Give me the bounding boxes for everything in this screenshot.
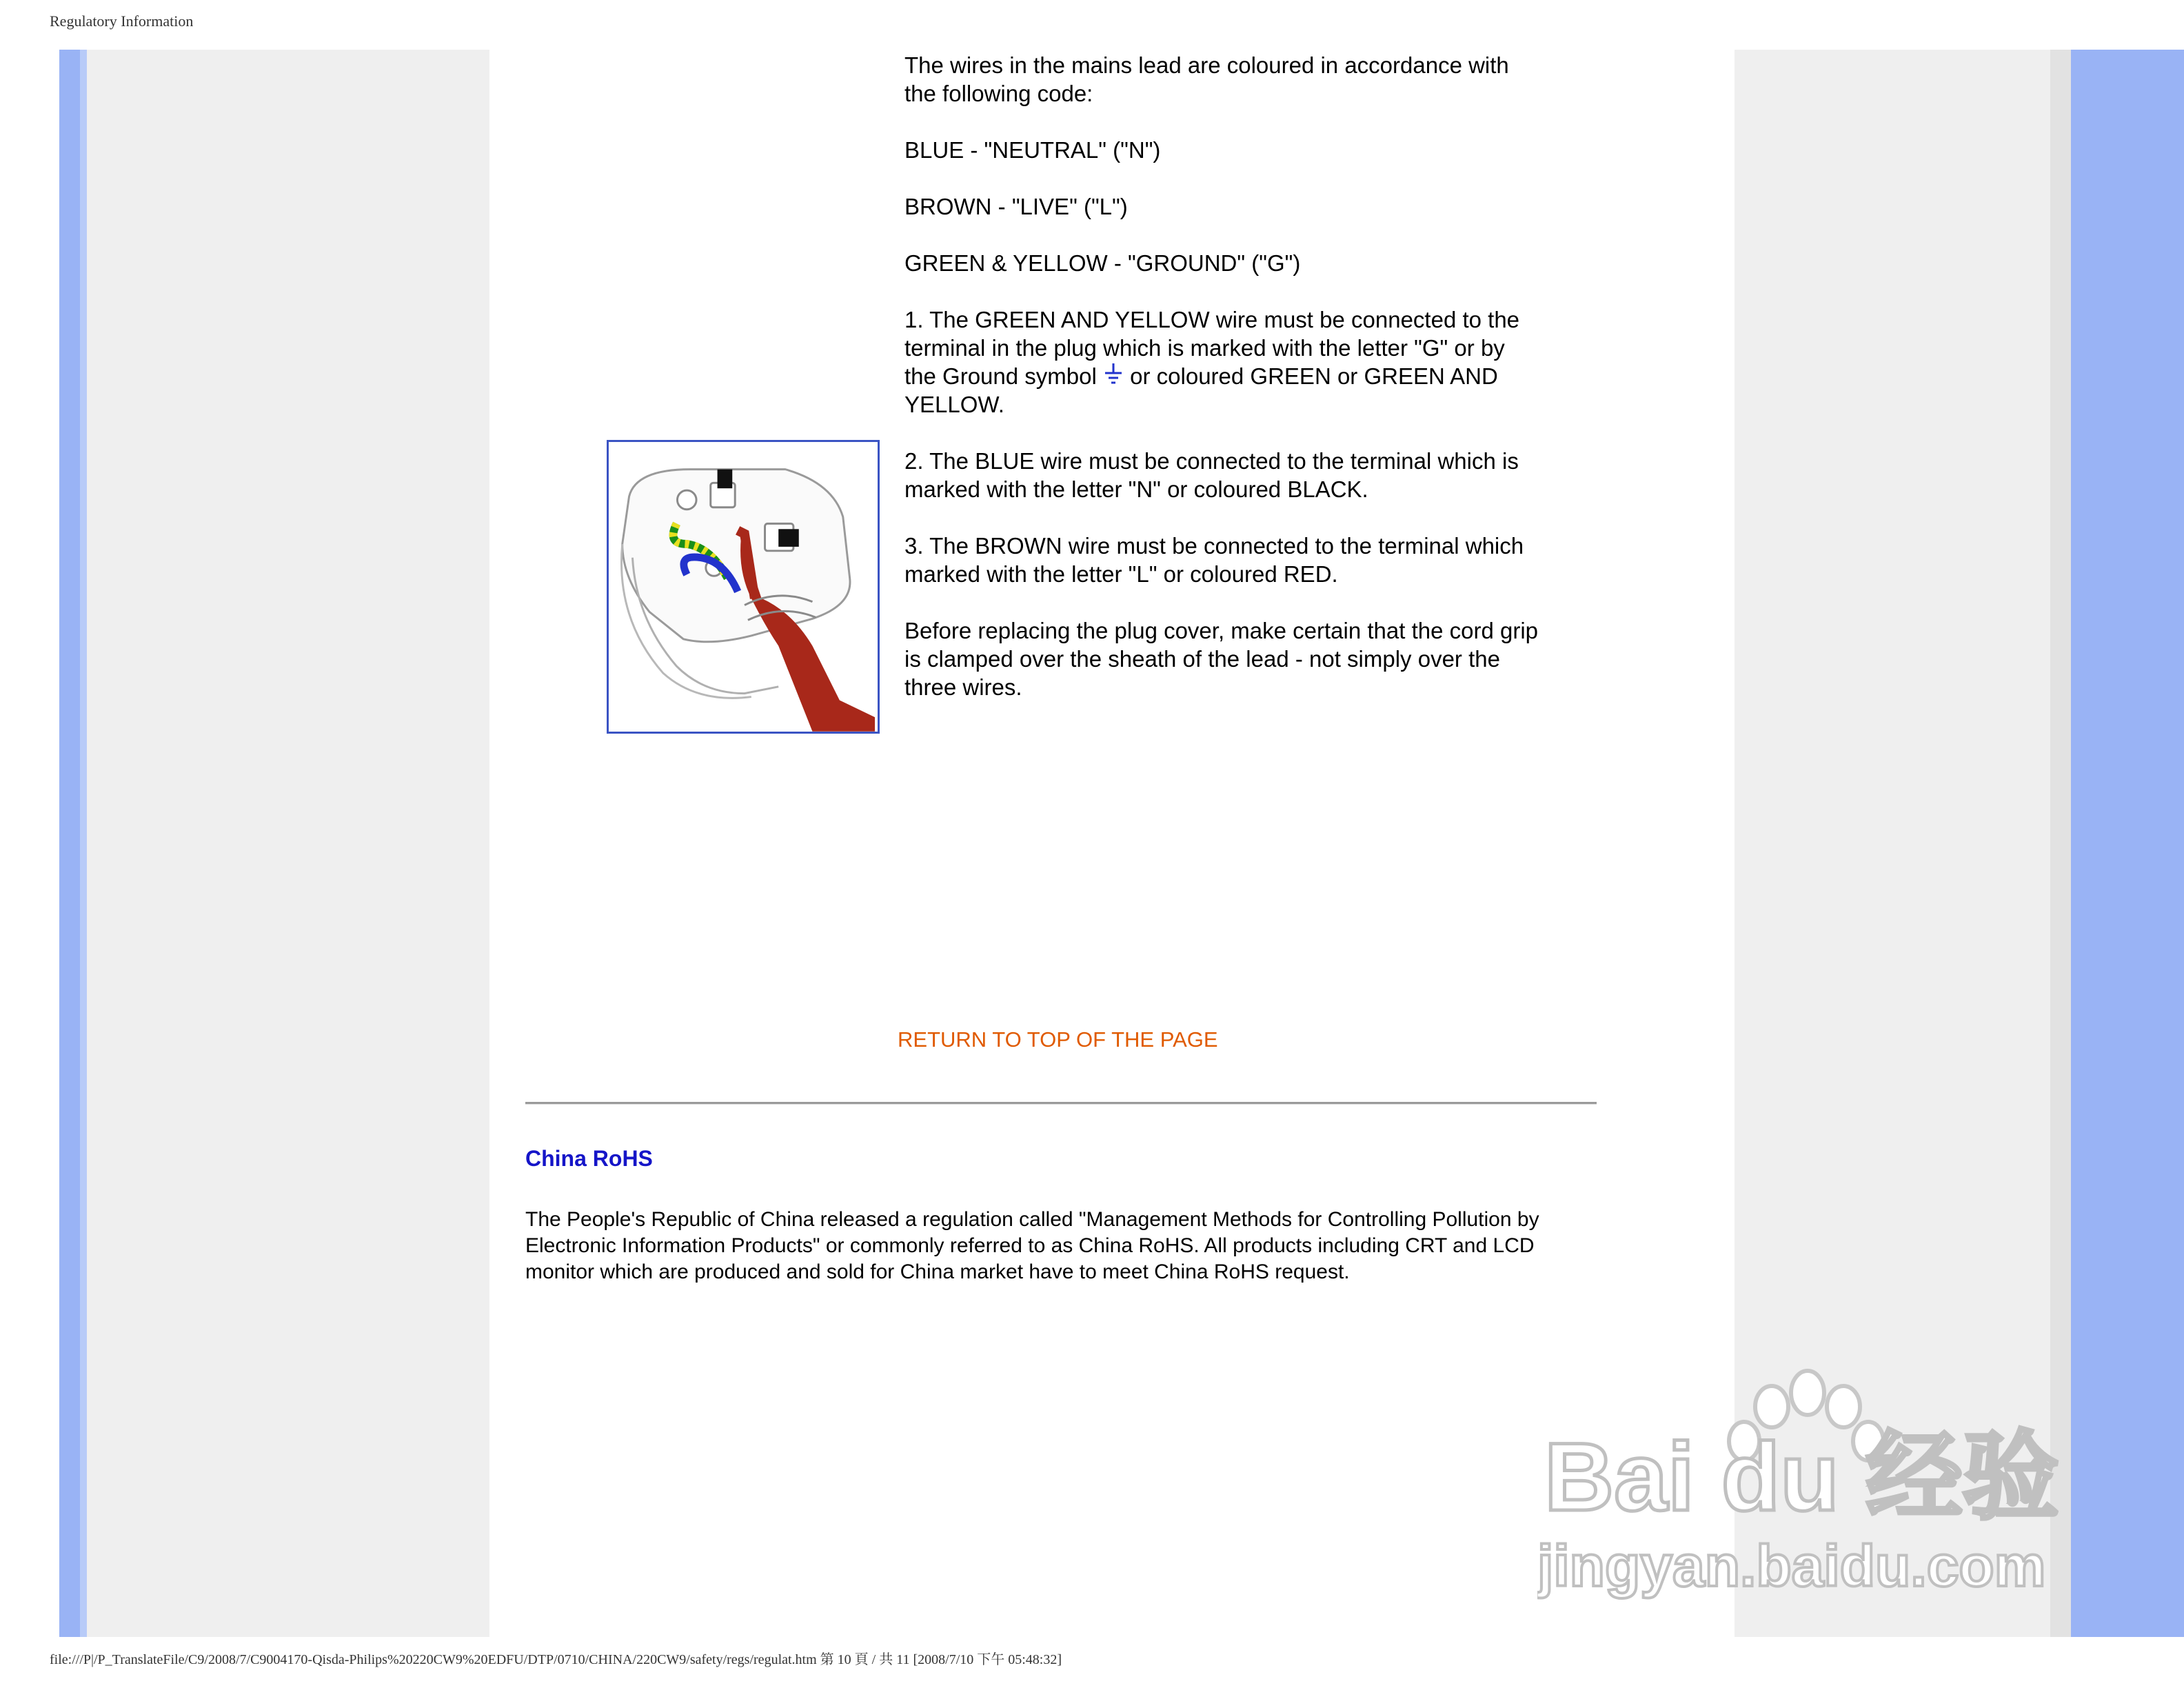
left-sidebar-panel bbox=[87, 50, 489, 1637]
instruction-step-1 bbox=[904, 305, 1539, 419]
plug-wiring-illustration bbox=[607, 440, 880, 734]
right-blue-border bbox=[2071, 50, 2184, 1637]
watermark-url: jingyan.baidu.com bbox=[1537, 1534, 2046, 1598]
baidu-jingyan-watermark bbox=[1537, 1365, 2061, 1600]
blue-neutral-text: BLUE - "NEUTRAL" ("N") bbox=[904, 137, 1161, 163]
wire-intro-text: The wires in the mains lead are coloured in accordance with the following code: bbox=[904, 52, 1509, 106]
watermark-brand: Bai du 经验 bbox=[1544, 1423, 2059, 1531]
section-divider bbox=[525, 1102, 1597, 1105]
wire-colour-instructions bbox=[904, 51, 1539, 701]
brown-live-text: BROWN - "LIVE" ("L") bbox=[904, 194, 1128, 219]
page-header-title: Regulatory Information bbox=[50, 12, 194, 30]
step-1-text-after: or coloured GREEN or GREEN AND YELLOW. bbox=[904, 363, 1498, 417]
green-yellow-ground-text: GREEN & YELLOW - "GROUND" ("G") bbox=[904, 250, 1301, 276]
china-rohs-body: The People's Republic of China released a regulation called "Management Methods for Controlling Pollution by Electronic Information Products" or commonly referred to as China RoHS. All products including CRT and LCD monitor which are produced and sold for China market have to meet China RoHS request. bbox=[525, 1208, 1539, 1283]
step-1-text-before: 1. The GREEN AND YELLOW wire must be connected to the terminal in the plug which is marked with the letter "G" or by the Ground symbol bbox=[904, 307, 1520, 389]
plug-cover-note: Before replacing the plug cover, make certain that the cord grip is clamped over the sheath of the lead - not simply over the three wires. bbox=[904, 618, 1539, 700]
instruction-step-3: 3. The BROWN wire must be connected to the terminal which marked with the letter "L" or coloured RED. bbox=[904, 533, 1524, 587]
left-blue-border bbox=[59, 50, 80, 1637]
footer-file-path: file:///P|/P_TranslateFile/C9/2008/7/C9004170-Qisda-Philips%20220CW9%20EDFU/DTP/0710/CHINA/220CW9/safety/regs/regulat.htm 第 10 頁 / 共 11 [2008/7/10 下午 05:48:32] bbox=[50, 1652, 1062, 1667]
china-rohs-heading: China RoHS bbox=[525, 1146, 653, 1171]
ground-symbol-icon bbox=[1103, 362, 1124, 387]
instruction-step-2: 2. The BLUE wire must be connected to the terminal which is marked with the letter "N" or coloured BLACK. bbox=[904, 448, 1519, 502]
left-blue-border-inner bbox=[80, 50, 87, 1637]
return-to-top-link[interactable]: RETURN TO TOP OF THE PAGE bbox=[898, 1027, 1218, 1052]
